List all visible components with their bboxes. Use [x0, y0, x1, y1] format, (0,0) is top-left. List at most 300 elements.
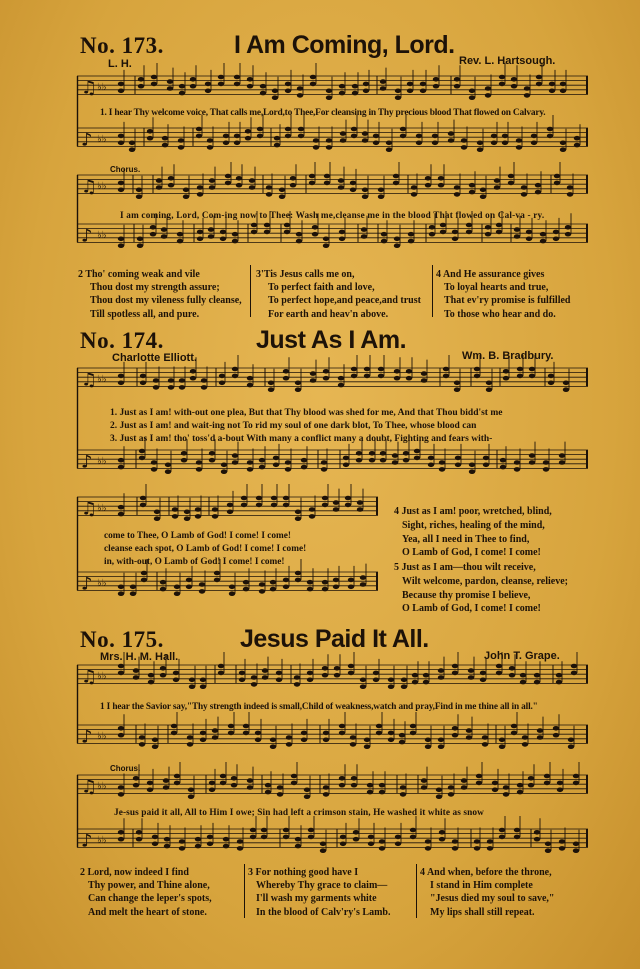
note-head — [380, 86, 386, 91]
note-head — [526, 230, 532, 235]
note-head — [234, 134, 240, 139]
note-head — [360, 582, 366, 587]
verse-line: "Jesus died my soul to save," — [430, 893, 555, 905]
note-head — [247, 785, 253, 790]
ending-block — [104, 530, 306, 569]
note-head — [521, 185, 527, 190]
note-head — [520, 680, 526, 685]
note-head — [160, 666, 166, 671]
note-head — [560, 89, 566, 94]
note-head — [268, 381, 274, 386]
note-head — [223, 141, 229, 146]
note-head — [486, 387, 492, 392]
note-head — [448, 138, 454, 143]
note-head — [526, 237, 532, 242]
note-head — [502, 141, 508, 146]
note-head — [296, 239, 302, 244]
note-head — [531, 134, 537, 139]
note-head — [425, 744, 431, 749]
note-head — [360, 684, 366, 689]
note-head — [399, 733, 405, 738]
note-head — [499, 835, 505, 840]
note-head — [480, 194, 486, 199]
note-head — [174, 591, 180, 596]
note-head — [228, 724, 234, 729]
note-head — [232, 374, 238, 379]
verse-line: Till spotless all, and pure. — [90, 308, 200, 320]
note-head — [309, 174, 315, 179]
note-head — [544, 774, 550, 779]
note-head — [454, 77, 460, 82]
note-head — [461, 785, 467, 790]
note-head — [251, 223, 257, 228]
note-head — [255, 738, 261, 743]
note-head — [231, 776, 237, 781]
note-head — [172, 507, 178, 512]
note-head — [118, 505, 124, 510]
note-head — [284, 230, 290, 235]
note-head — [162, 136, 168, 141]
note-head — [118, 726, 124, 731]
note-head — [428, 463, 434, 468]
note-head — [339, 237, 345, 242]
key-signature-icon: ♭♭ — [97, 577, 107, 589]
note-head — [133, 783, 139, 788]
note-head — [452, 664, 458, 669]
note-head — [190, 84, 196, 89]
note-head — [195, 514, 201, 519]
key-signature-icon: ♭♭ — [97, 180, 107, 192]
note-head — [261, 828, 267, 833]
note-head — [560, 147, 566, 152]
note-head — [232, 453, 238, 458]
note-head — [411, 192, 417, 197]
note-head — [554, 174, 560, 179]
note-head — [351, 134, 357, 139]
note-head — [348, 671, 354, 676]
note-head — [237, 839, 243, 844]
note-head — [232, 232, 238, 237]
note-head — [403, 451, 409, 456]
note-head — [273, 456, 279, 461]
note-head — [139, 456, 145, 461]
note-head — [323, 237, 329, 242]
note-head — [177, 239, 183, 244]
verse-line: Thy power, and Thine alone, — [88, 880, 210, 892]
note-head — [452, 846, 458, 851]
note-head — [568, 744, 574, 749]
note-head — [373, 671, 379, 676]
note-head — [499, 82, 505, 87]
note-head — [274, 143, 280, 148]
note-head — [469, 190, 475, 195]
note-head — [251, 682, 257, 687]
verse-line: Wilt welcome, pardon, cleanse, relieve; — [402, 575, 568, 587]
note-head — [348, 664, 354, 669]
note-head — [256, 503, 262, 508]
note-head — [511, 731, 517, 736]
note-head — [487, 839, 493, 844]
note-head — [298, 134, 304, 139]
note-head — [378, 194, 384, 199]
clef-icon: ♪ — [81, 129, 93, 151]
note-head — [218, 664, 224, 669]
note-head — [326, 145, 332, 150]
note-head — [503, 785, 509, 790]
note-head — [250, 828, 256, 833]
note-head — [118, 733, 124, 738]
note-head — [249, 185, 255, 190]
note-head — [368, 842, 374, 847]
note-head — [503, 376, 509, 381]
note-head — [543, 460, 549, 465]
note-head — [277, 792, 283, 797]
note-head — [373, 678, 379, 683]
note-head — [545, 848, 551, 853]
note-head — [179, 91, 185, 96]
note-head — [388, 731, 394, 736]
note-head — [439, 830, 445, 835]
note-head — [284, 223, 290, 228]
note-head — [137, 237, 143, 242]
note-head — [362, 194, 368, 199]
note-head — [152, 835, 158, 840]
note-head — [524, 93, 530, 98]
note-head — [285, 82, 291, 87]
note-head — [307, 678, 313, 683]
note-head — [136, 830, 142, 835]
note-head — [259, 582, 265, 587]
note-head — [164, 837, 170, 842]
verse-line: Thou dost my strength assure; — [90, 282, 220, 294]
note-head — [310, 82, 316, 87]
note-head — [343, 456, 349, 461]
note-head — [509, 673, 515, 678]
note-head — [174, 774, 180, 779]
note-head — [516, 145, 522, 150]
clef-icon: ♫ — [81, 666, 98, 688]
note-head — [285, 127, 291, 132]
note-head — [438, 668, 444, 673]
note-head — [130, 591, 136, 596]
note-head — [537, 735, 543, 740]
note-head — [350, 742, 356, 747]
note-head — [174, 781, 180, 786]
words-credit: Mrs. H. M. Hall. — [100, 651, 179, 663]
note-head — [482, 735, 488, 740]
note-head — [499, 738, 505, 743]
note-head — [266, 185, 272, 190]
note-head — [357, 500, 363, 505]
note-head — [188, 788, 194, 793]
note-head — [177, 232, 183, 237]
note-head — [221, 463, 227, 468]
note-head — [291, 781, 297, 786]
note-head — [313, 145, 319, 150]
note-head — [274, 136, 280, 141]
music-credit: John T. Grape. — [484, 650, 560, 662]
note-head — [179, 846, 185, 851]
note-head — [201, 378, 207, 383]
note-head — [184, 510, 190, 515]
note-head — [179, 84, 185, 89]
note-head — [286, 735, 292, 740]
note-head — [189, 678, 195, 683]
note-head — [184, 516, 190, 521]
note-head — [296, 232, 302, 237]
note-head — [156, 185, 162, 190]
note-head — [259, 589, 265, 594]
note-head — [496, 671, 502, 676]
note-head — [271, 503, 277, 508]
note-head — [322, 587, 328, 592]
note-head — [118, 591, 124, 596]
note-head — [573, 848, 579, 853]
note-head — [326, 89, 332, 94]
verse-line: In the blood of Calv'ry's Lamb. — [256, 906, 391, 918]
note-head — [503, 792, 509, 797]
note-head — [266, 192, 272, 197]
note-head — [209, 788, 215, 793]
note-head — [499, 75, 505, 80]
note-head — [500, 458, 506, 463]
note-head — [179, 378, 185, 383]
note-head — [528, 776, 534, 781]
key-signature-icon: ♭♭ — [97, 81, 107, 93]
note-head — [469, 469, 475, 474]
note-head — [241, 503, 247, 508]
note-head — [243, 731, 249, 736]
note-head — [395, 95, 401, 100]
stanza-block — [110, 407, 502, 446]
note-head — [386, 141, 392, 146]
note-head — [400, 792, 406, 797]
note-head — [231, 783, 237, 788]
note-head — [247, 376, 253, 381]
note-head — [416, 134, 422, 139]
note-head — [307, 671, 313, 676]
note-head — [454, 84, 460, 89]
note-head — [351, 367, 357, 372]
note-head — [350, 181, 356, 186]
note-head — [286, 742, 292, 747]
note-head — [324, 174, 330, 179]
note-head — [333, 500, 339, 505]
note-head — [309, 507, 315, 512]
note-head — [232, 239, 238, 244]
note-head — [407, 82, 413, 87]
note-head — [351, 374, 357, 379]
note-head — [290, 183, 296, 188]
clef-icon: ♫ — [81, 498, 98, 520]
note-head — [130, 585, 136, 590]
note-head — [511, 77, 517, 82]
note-head — [285, 460, 291, 465]
note-head — [291, 774, 297, 779]
key-signature-icon: ♭♭ — [97, 834, 107, 846]
note-head — [351, 127, 357, 132]
verse-line: Yea, all I need in Thee to find, — [402, 533, 530, 545]
note-head — [285, 134, 291, 139]
note-head — [139, 735, 145, 740]
note-head — [150, 225, 156, 230]
note-head — [257, 134, 263, 139]
note-head — [196, 127, 202, 132]
note-head — [343, 463, 349, 468]
note-head — [283, 369, 289, 374]
note-head — [310, 371, 316, 376]
note-head — [496, 230, 502, 235]
verse-line: 3'Tis Jesus calls me on, — [256, 269, 355, 280]
note-head — [168, 183, 174, 188]
note-head — [290, 176, 296, 181]
note-head — [394, 369, 400, 374]
note-head — [247, 460, 253, 465]
note-head — [133, 668, 139, 673]
note-head — [156, 178, 162, 183]
note-head — [140, 381, 146, 386]
note-head — [323, 376, 329, 381]
note-head — [485, 225, 491, 230]
note-head — [496, 664, 502, 669]
note-head — [229, 591, 235, 596]
verse-line: To perfect faith and love, — [268, 282, 375, 294]
note-head — [474, 846, 480, 851]
note-head — [543, 467, 549, 472]
note-head — [339, 724, 345, 729]
verse-line: To those who hear and do. — [444, 308, 556, 320]
note-head — [183, 194, 189, 199]
note-head — [436, 794, 442, 799]
note-head — [249, 178, 255, 183]
note-head — [410, 724, 416, 729]
note-head — [511, 84, 517, 89]
note-head — [150, 232, 156, 237]
note-head — [163, 785, 169, 790]
note-head — [243, 587, 249, 592]
note-head — [452, 237, 458, 242]
key-signature-icon: ♭♭ — [97, 502, 107, 514]
verse-line: That ev'ry promise is fulfilled — [444, 295, 571, 307]
note-head — [559, 460, 565, 465]
note-head — [301, 731, 307, 736]
note-head — [165, 469, 171, 474]
hymn-number: No. 175. — [80, 627, 164, 652]
note-head — [499, 828, 505, 833]
note-head — [273, 463, 279, 468]
note-head — [476, 774, 482, 779]
note-head — [521, 192, 527, 197]
note-head — [395, 89, 401, 94]
note-head — [151, 75, 157, 80]
note-head — [339, 230, 345, 235]
note-head — [219, 381, 225, 386]
note-head — [187, 742, 193, 747]
note-head — [469, 183, 475, 188]
verse-block — [394, 505, 552, 560]
note-head — [264, 223, 270, 228]
note-head — [574, 143, 580, 148]
note-head — [187, 735, 193, 740]
note-head — [573, 774, 579, 779]
note-head — [367, 790, 373, 795]
note-head — [236, 183, 242, 188]
note-head — [360, 678, 366, 683]
note-head — [279, 188, 285, 193]
note-head — [474, 367, 480, 372]
note-head — [553, 733, 559, 738]
note-head — [361, 227, 367, 232]
note-head — [563, 387, 569, 392]
note-head — [279, 194, 285, 199]
note-head — [514, 460, 520, 465]
note-head — [452, 733, 458, 738]
note-head — [568, 738, 574, 743]
column-rule — [244, 864, 245, 918]
note-head — [351, 776, 357, 781]
note-head — [295, 844, 301, 849]
note-head — [196, 460, 202, 465]
note-head — [172, 514, 178, 519]
verse-line: Whereby Thy grace to claim— — [256, 880, 388, 892]
note-head — [153, 378, 159, 383]
note-head — [227, 510, 233, 515]
note-head — [429, 225, 435, 230]
hymn-title: Just As I Am. — [256, 326, 407, 354]
note-head — [237, 846, 243, 851]
note-head — [537, 728, 543, 733]
note-head — [466, 728, 472, 733]
note-head — [491, 141, 497, 146]
note-head — [567, 185, 573, 190]
note-head — [410, 828, 416, 833]
note-head — [283, 503, 289, 508]
note-head — [307, 580, 313, 585]
note-head — [324, 181, 330, 186]
key-signature-icon: ♭♭ — [97, 780, 107, 792]
note-head — [326, 95, 332, 100]
note-head — [295, 578, 301, 583]
note-head — [171, 724, 177, 729]
note-head — [333, 507, 339, 512]
note-head — [129, 141, 135, 146]
note-head — [259, 458, 265, 463]
note-head — [356, 451, 362, 456]
note-head — [503, 369, 509, 374]
note-head — [534, 680, 540, 685]
note-head — [486, 381, 492, 386]
note-head — [223, 844, 229, 849]
note-head — [268, 387, 274, 392]
note-head — [221, 469, 227, 474]
note-head — [468, 675, 474, 680]
note-head — [468, 668, 474, 673]
note-head — [557, 788, 563, 793]
note-head — [234, 82, 240, 87]
note-head — [514, 234, 520, 239]
note-head — [297, 86, 303, 91]
note-head — [285, 89, 291, 94]
note-head — [234, 75, 240, 80]
note-head — [379, 846, 385, 851]
note-head — [129, 147, 135, 152]
note-head — [212, 735, 218, 740]
note-head — [559, 839, 565, 844]
note-head — [294, 675, 300, 680]
note-head — [229, 585, 235, 590]
note-head — [219, 374, 225, 379]
note-head — [322, 666, 328, 671]
